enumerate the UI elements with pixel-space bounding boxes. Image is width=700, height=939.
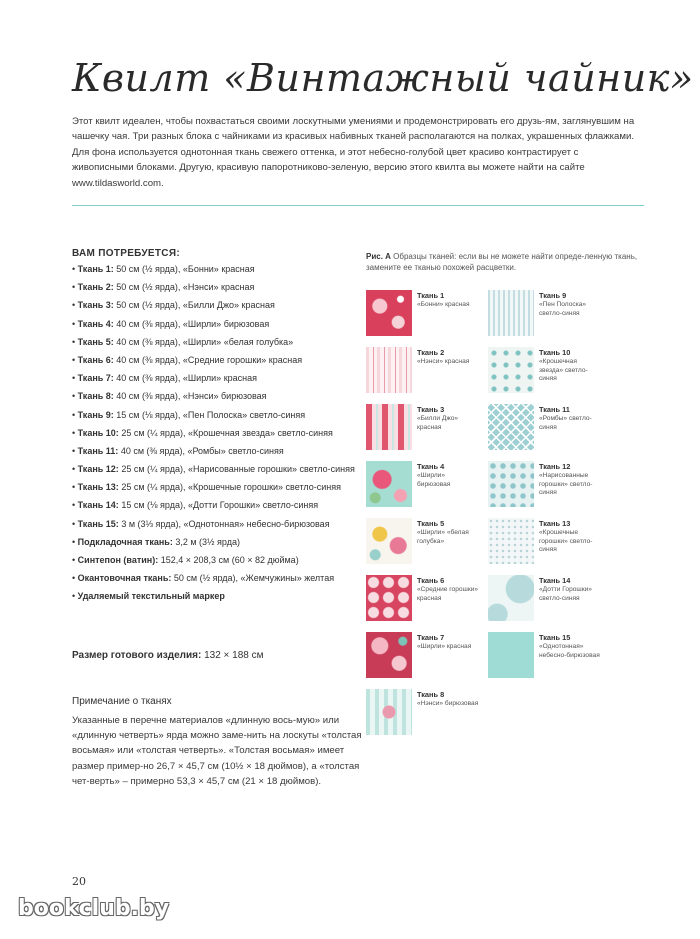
fabric-swatch-name: Ткань 13	[539, 519, 571, 528]
requirement-item	[72, 518, 362, 530]
fabric-swatch-image	[488, 461, 534, 507]
fabric-swatch-desc: «Дотти Горошки» светло-синяя	[539, 586, 592, 602]
requirement-item	[72, 481, 362, 493]
fabric-swatch-label	[539, 577, 601, 603]
requirement-item	[72, 590, 362, 602]
fabric-swatch-label	[539, 349, 601, 384]
requirements-section	[72, 248, 362, 609]
fabric-swatch-label	[417, 292, 479, 310]
bullet: •	[72, 318, 78, 329]
requirement-desc: 50 см (½ ярда), «Билли Джо» красная	[113, 300, 275, 311]
fabric-swatch-image	[488, 632, 534, 678]
fabric-swatch-image	[366, 461, 412, 507]
fabric-swatch-label	[539, 463, 601, 498]
fabric-swatch-name: Ткань 6	[417, 576, 445, 585]
fabric-swatch-desc: «Билли Джо» красная	[417, 415, 459, 431]
requirement-item	[72, 336, 362, 348]
fabric-swatch-name: Ткань 4	[417, 462, 445, 471]
requirement-name: Ткань 8:	[77, 391, 114, 402]
fabric-swatch-label	[417, 349, 479, 367]
requirement-item	[72, 409, 362, 421]
page-title: Квилт «Винтажный чайник»	[72, 56, 694, 100]
fabric-note-text: Указанные в перечне материалов «длинную вось-мую» или «длинную четверть» ярда можно заме-нить на лоскуты «толстая восьмая» или «толстая четверть». «Толстая восьмая» имеет размер пример-но 26,7 × 45,7 см (10½ × 18 дюймов), а «толстая чет-верть» – примерно 53,3 × 45,7 см (21 × 18 дюймов).	[72, 715, 362, 787]
fabric-swatch-label	[539, 520, 601, 555]
requirements-list	[72, 263, 362, 602]
fabric-swatch-image	[366, 347, 412, 393]
fabric-swatch-desc: «Бонни» красная	[417, 301, 470, 309]
requirement-item	[72, 572, 362, 584]
fabric-swatch-image	[488, 347, 534, 393]
fabric-swatch-image	[366, 404, 412, 450]
fabric-swatch-name: Ткань 11	[539, 405, 570, 414]
bullet: •	[72, 391, 78, 402]
fabric-swatch-name: Ткань 3	[417, 405, 445, 414]
bullet: •	[72, 409, 78, 420]
requirement-name: Ткань 13:	[77, 482, 119, 493]
figure-label: Рис. А	[366, 252, 391, 261]
requirement-name: Удаляемый текстильный маркер	[77, 591, 225, 602]
requirement-name: Окантовочная ткань:	[77, 573, 172, 584]
fabric-swatch-name: Ткань 1	[417, 291, 445, 300]
figure-caption-text: Образцы тканей: если вы не можете найти опреде-ленную ткань, замените ее тканью похожей расцветки.	[366, 252, 638, 272]
fabric-swatch-desc: «Ширли» «белая голубка»	[417, 529, 469, 545]
fabric-swatch-image	[366, 575, 412, 621]
requirement-item	[72, 427, 362, 439]
requirement-name: Ткань 5:	[77, 336, 114, 347]
requirement-name: Ткань 7:	[77, 373, 114, 384]
fabric-swatch-label	[417, 520, 479, 546]
fabric-swatch-image	[488, 575, 534, 621]
fabric-swatch-image	[366, 290, 412, 336]
requirement-desc: 25 см (¼ ярда), «Крошечная звезда» светло-синяя	[118, 427, 333, 438]
requirement-item	[72, 318, 362, 330]
requirement-item	[72, 536, 362, 548]
fabric-swatch-desc: «Пен Полоска» светло-синяя	[539, 301, 587, 317]
bullet: •	[72, 282, 78, 293]
fabric-swatch-name: Ткань 10	[539, 348, 571, 357]
fabric-swatch-name: Ткань 2	[417, 348, 445, 357]
requirement-desc: 40 см (⅜ ярда), «Ширли» «белая голубка»	[113, 336, 294, 347]
requirement-item	[72, 554, 362, 566]
fabric-swatch-name: Ткань 5	[417, 519, 445, 528]
requirement-name: Ткань 1:	[77, 264, 114, 274]
fabric-swatch-name: Ткань 7	[417, 633, 445, 642]
fabric-swatch-label	[417, 463, 479, 489]
fabric-swatch-image	[366, 518, 412, 564]
requirements-heading: ВАМ ПОТРЕБУЕТСЯ:	[72, 248, 180, 259]
fabric-swatch-name: Ткань 12	[539, 462, 571, 471]
requirement-desc: 25 см (¼ ярда), «Крошечные горошки» светло-синяя	[118, 482, 341, 493]
fabric-swatch-image	[366, 689, 412, 735]
bullet: •	[72, 482, 78, 493]
bullet: •	[72, 373, 78, 384]
requirement-desc: 3,2 м (3½ ярда)	[172, 536, 240, 547]
fabric-swatch-label	[417, 406, 479, 432]
bullet: •	[72, 427, 78, 438]
finished-size-label: Размер готового изделия:	[72, 650, 202, 661]
bullet: •	[72, 591, 78, 602]
requirement-desc: 50 см (½ ярда), «Бонни» красная	[113, 264, 255, 274]
fabric-swatch-label	[417, 634, 479, 652]
requirement-desc: 152,4 × 208,3 см (60 × 82 дюйма)	[158, 555, 299, 565]
requirement-desc: 40 см (⅜ ярда), «Средние горошки» красная	[113, 354, 303, 365]
fabric-swatch-name: Ткань 9	[539, 291, 567, 300]
requirement-name: Ткань 4:	[77, 318, 114, 329]
fabric-swatch-desc: «Крошечные горошки» светло-синяя	[539, 529, 593, 554]
bullet: •	[72, 264, 78, 274]
bullet: •	[72, 464, 78, 475]
requirement-desc: 40 см (⅜ ярда), «Ромбы» светло-синяя	[118, 445, 284, 456]
bullet: •	[72, 518, 78, 529]
fabric-swatch-desc: «Ромбы» светло-синяя	[539, 415, 592, 431]
requirement-desc: 15 см (⅛ ярда), «Дотти Горошки» светло-синяя	[118, 500, 319, 511]
watermark-logo: bookclub.by	[18, 896, 170, 921]
requirement-desc: 40 см (⅜ ярда), «Ширли» красная	[113, 373, 257, 384]
fabric-swatch-label	[539, 634, 601, 660]
fabric-swatch-desc: «Нэнси» бирюзовая	[417, 700, 479, 708]
requirement-desc: 40 см (⅜ ярда), «Нэнси» бирюзовая	[113, 391, 267, 402]
figure-caption	[366, 251, 641, 273]
bullet: •	[72, 536, 78, 547]
fabric-swatch-image	[488, 290, 534, 336]
requirement-desc: 50 см (½ ярда), «Жемчужины» желтая	[171, 573, 335, 584]
fabric-swatch-label	[539, 292, 601, 318]
fabric-swatch-label	[417, 577, 479, 603]
requirement-name: Ткань 11:	[77, 445, 119, 456]
fabric-swatch-desc: «Нарисованные горошки» светло-синяя	[539, 472, 593, 497]
requirement-desc: 15 см (⅛ ярда), «Пен Полоска» светло-синяя	[113, 409, 306, 420]
requirement-name: Ткань 14:	[77, 500, 119, 511]
fabric-swatch-desc: «Ширли» красная	[417, 643, 472, 651]
fabric-swatch-image	[488, 518, 534, 564]
requirement-desc: 40 см (⅜ ярда), «Ширли» бирюзовая	[113, 318, 270, 329]
requirement-item	[72, 372, 362, 384]
fabric-swatch-desc: «Ширли» бирюзовая	[417, 472, 451, 488]
requirement-item	[72, 499, 362, 511]
requirement-item	[72, 299, 362, 311]
fabric-swatch-name: Ткань 8	[417, 690, 445, 699]
requirement-desc: 50 см (½ ярда), «Нэнси» красная	[113, 282, 255, 293]
requirement-name: Ткань 9:	[77, 409, 114, 420]
bullet: •	[72, 300, 78, 311]
fabric-swatch-label	[417, 691, 479, 709]
bullet: •	[72, 445, 78, 456]
requirement-name: Ткань 6:	[77, 354, 114, 365]
fabric-swatch-desc: «Однотонная» небесно-бирюзовая	[539, 643, 600, 659]
bullet: •	[72, 555, 78, 565]
requirement-name: Ткань 3:	[77, 300, 114, 311]
requirement-item	[72, 281, 362, 293]
finished-size-value: 132 × 188 см	[204, 650, 264, 661]
fabric-swatch-name: Ткань 15	[539, 633, 571, 642]
requirement-item	[72, 463, 362, 475]
fabric-swatch-desc: «Нэнси» красная	[417, 358, 470, 366]
intro-paragraph: Этот квилт идеален, чтобы похвастаться своими лоскутными умениями и продемонстрировать его друзь-ям, заглянувшим на чашечку чая. Три разных блока с чайниками из красивых набивных тканей располагаются на полках, украшенных флажками. Для фона используется однотонная ткань свежего оттенка, и этот небесно-голубой цвет красиво контрастирует с живописными блоками. Другую, красивую папоротниково-зеленую, версию этого квилта вы можете найти на сайте www.tildasworld.com.	[72, 116, 635, 189]
bullet: •	[72, 573, 78, 584]
bullet: •	[72, 354, 78, 365]
page-number: 20	[72, 875, 86, 888]
fabric-swatch-label	[539, 406, 601, 432]
requirement-name: Ткань 12:	[77, 464, 119, 475]
finished-size	[72, 650, 264, 661]
requirement-name: Ткань 10:	[77, 427, 119, 438]
requirement-name: Синтепон (ватин):	[77, 555, 159, 565]
bullet: •	[72, 500, 78, 511]
requirement-item	[72, 390, 362, 402]
fabric-swatch-desc: «Средние горошки» красная	[417, 586, 479, 602]
fabric-swatch-image	[488, 404, 534, 450]
fabric-swatch-image	[366, 632, 412, 678]
requirement-item	[72, 263, 362, 275]
requirement-name: Ткань 2:	[77, 282, 114, 293]
requirement-item	[72, 354, 362, 366]
requirement-desc: 25 см (¼ ярда), «Нарисованные горошки» светло-синяя	[118, 464, 355, 475]
requirement-desc: 3 м (3⅓ ярда), «Однотонная» небесно-бирюзовая	[118, 518, 330, 529]
section-divider	[72, 205, 644, 206]
fabric-swatch-name: Ткань 14	[539, 576, 571, 585]
requirement-item	[72, 445, 362, 457]
fabric-swatch-desc: «Крошечная звезда» светло-синяя	[539, 358, 588, 383]
fabric-note-heading: Примечание о тканях	[72, 696, 172, 707]
requirement-name: Подкладочная ткань:	[77, 536, 173, 547]
requirement-name: Ткань 15:	[77, 518, 119, 529]
bullet: •	[72, 336, 78, 347]
